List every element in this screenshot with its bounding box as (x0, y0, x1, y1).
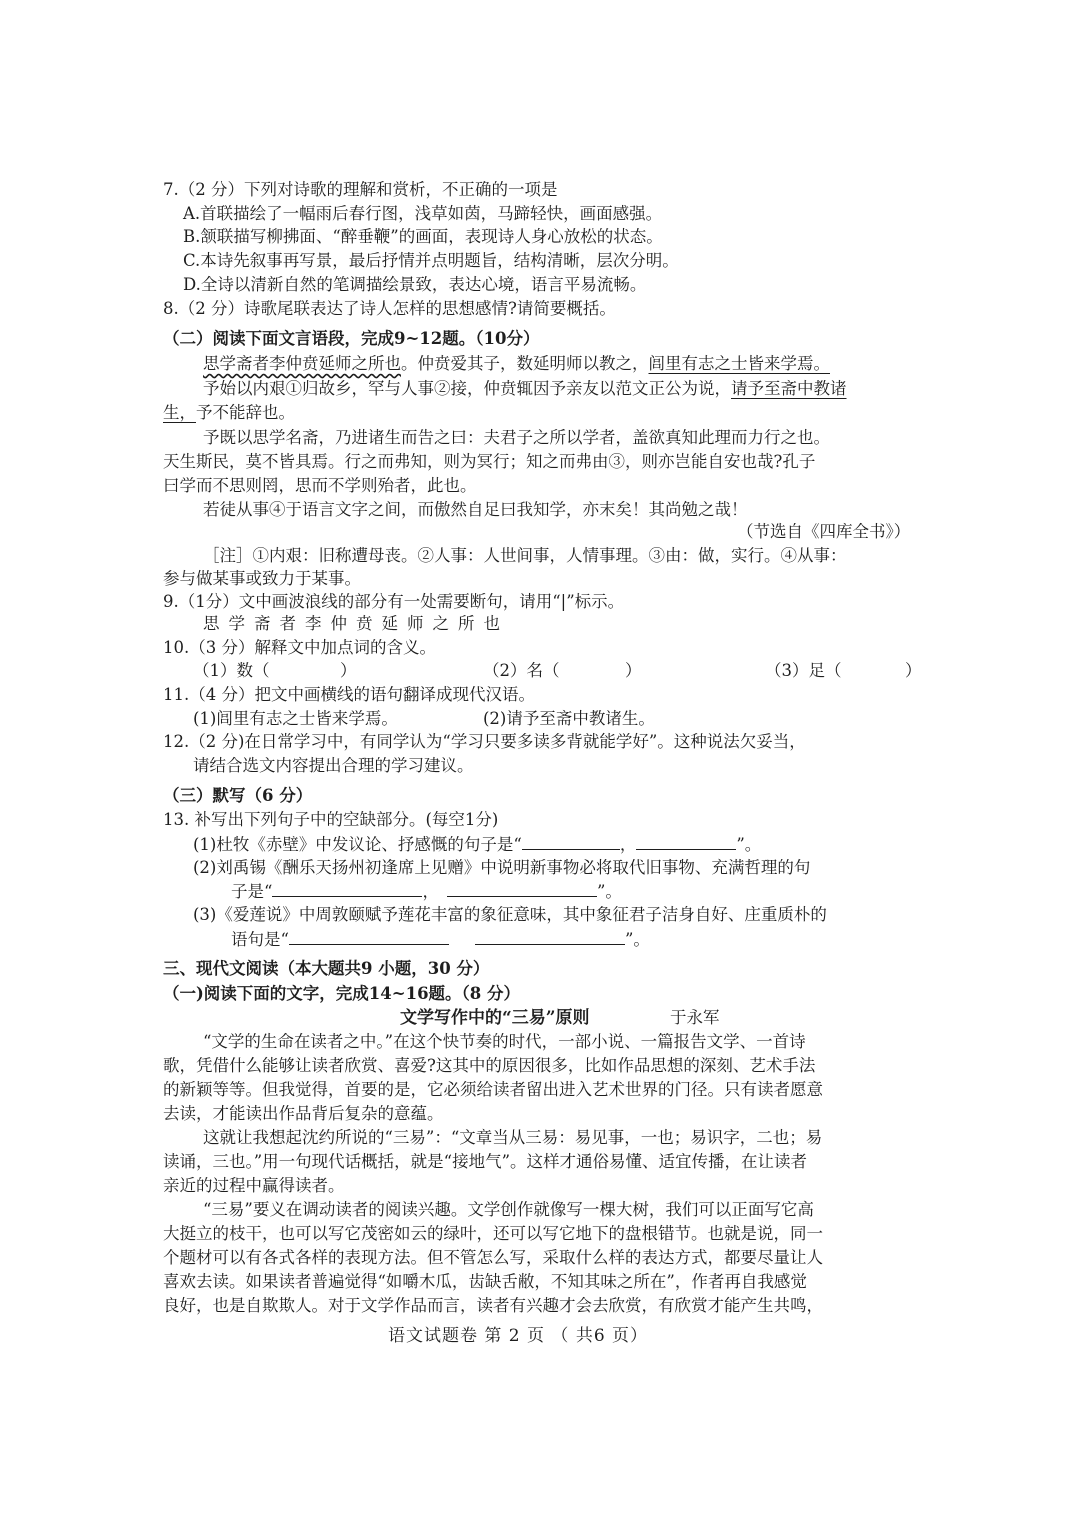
article-paragraph-1-line-2: 歌，凭借什么能够让读者欣赏、喜爱?这其中的原因很多，比如作品思想的深刻、艺术手法 (163, 1056, 816, 1075)
question-7-option-d: D.全诗以清新自然的笔调描绘景致，表达心境，语言平易流畅。 (183, 275, 647, 294)
answer-blank[interactable] (522, 833, 620, 850)
article-author: 于永军 (670, 1008, 720, 1027)
question-12-line-1: 12.（2 分)在日常学习中，有同学认为“学习只要多读多背就能学好”。这种说法欠妥当， (163, 732, 806, 751)
wavy-underlined-phrase: 思学斋者李仲贲延师之所也 (203, 354, 401, 373)
question-13-item-3-line-1: (3)《爱莲说》中周敦颐赋予莲花丰富的象征意味，其中象征君子洁身自好、庄重质朴的 (193, 905, 827, 924)
question-7-option-a: A.首联描绘了一幅雨后春行图，浅草如茵，马蹄轻快，画面感强。 (183, 204, 663, 223)
answer-blank[interactable] (475, 928, 625, 945)
question-10-item-2-close: ） (625, 661, 642, 680)
question-10-item-3: （3）足（ (765, 661, 842, 680)
question-10-item-3-close: ） (905, 661, 922, 680)
classical-paragraph-3-line-2: 天生斯民，莫不皆具焉。行之而弗知，则为冥行；知之而弗由③，则亦岂能自安也哉?孔子 (163, 452, 816, 471)
question-7-option-c: C.本诗先叙事再写景，最后抒情并点明题旨，结构清晰，层次分明。 (183, 251, 679, 270)
question-11-item-1: (1)闾里有志之士皆来学焉。 (193, 709, 398, 728)
question-13-item-1: (1)杜牧《赤壁》中发议论、抒感慨的句子是“ ， ”。 (193, 835, 762, 854)
notes-line-2: 参与做某事或致力于某事。 (163, 569, 361, 588)
question-9-text: 思学斋者李仲贲延师之所也 (203, 614, 509, 633)
underlined-sentence-2: 请予至斋中教诸 (731, 379, 847, 398)
article-paragraph-3-line-1: “三易”要义在调动读者的阅读兴趣。文学创作就像写一棵大树，我们可以正面写它高 (203, 1200, 814, 1219)
page-footer: 语文试题卷 第 2 页 （ 共6 页） (388, 1326, 649, 1346)
article-paragraph-2-line-1: 这就让我想起沈约所说的“三易”：“文章当从三易：易见事，一也；易识字，二也；易 (203, 1128, 823, 1147)
classical-paragraph-3-line-1: 予既以思学名斋，乃进诸生而告之曰：夫君子之所以学者，盖欲真知此理而力行之也。 (203, 428, 830, 447)
classical-paragraph-1: 思学斋者李仲贲延师之所也。仲贲爱其子，数延明师以教之，闾里有志之士皆来学焉。 (203, 354, 830, 373)
question-10-item-2: （2）名（ (483, 661, 560, 680)
question-10-item-1: （1）数（ (193, 661, 270, 680)
article-paragraph-2-line-3: 亲近的过程中赢得读者。 (163, 1176, 345, 1195)
section-2-heading: （二）阅读下面文言语段，完成9~12题。（10分） (163, 329, 540, 348)
part-3-heading: 三、现代文阅读（本大题共9 小题，30 分） (163, 959, 490, 978)
part-3-subheading: （一)阅读下面的文字，完成14~16题。（8 分） (163, 984, 521, 1003)
question-12-line-2: 请结合选文内容提出合理的学习建议。 (193, 756, 474, 775)
classical-paragraph-3-line-3: 曰学而不思则罔，思而不学则殆者，此也。 (163, 476, 477, 495)
answer-blank[interactable] (272, 880, 422, 897)
section-3-heading: （三）默写（6 分） (163, 786, 313, 805)
source-citation: （节选自《四库全书》） (737, 522, 911, 541)
article-paragraph-1-line-3: 的新颖等等。但我觉得，首要的是，它必须给读者留出进入艺术世界的门径。只有读者愿意 (163, 1080, 823, 1099)
article-paragraph-3-line-3: 个题材可以有各式各样的表现方法。但不管怎么写，采取什么样的表达方式，都要尽量让人 (163, 1248, 823, 1267)
article-paragraph-2-line-2: 读诵，三也。”用一句现代话概括，就是“接地气”。这样才通俗易懂、适宜传播，在让读者 (163, 1152, 808, 1171)
question-9: 9.（1分）文中画波浪线的部分有一处需要断句，请用“|”标示。 (163, 592, 625, 611)
article-paragraph-3-line-4: 喜欢去读。如果读者普遍觉得“如嚼木瓜，齿缺舌敝，不知其味之所在”，作者再自我感觉 (163, 1272, 807, 1291)
article-paragraph-1-line-4: 去读，才能读出作品背后复杂的意蕴。 (163, 1104, 444, 1123)
article-paragraph-3-line-2: 大挺立的枝干，也可以写它茂密如云的绿叶，还可以写它地下的盘根错节。也就是说，同一 (163, 1224, 823, 1243)
question-11: 11.（4 分）把文中画横线的语句翻译成现代汉语。 (163, 685, 535, 704)
answer-blank[interactable] (289, 928, 449, 945)
article-paragraph-3-line-5: 良好，也是自欺欺人。对于文学作品而言，读者有兴趣才会去欣赏，有欣赏才能产生共鸣， (163, 1296, 823, 1315)
question-13: 13. 补写出下列句子中的空缺部分。(每空1分) (163, 810, 499, 829)
article-title: 文学写作中的“三易”原则 (400, 1008, 590, 1028)
question-13-item-3-line-2: 语句是“ ”。 (231, 930, 650, 949)
underlined-sentence-1: 闾里有志之士皆来学焉。 (648, 354, 830, 373)
question-7-stem: 7.（2 分）下列对诗歌的理解和赏析，不正确的一项是 (163, 180, 558, 199)
classical-paragraph-2-cont: 生，予不能辞也。 (163, 403, 295, 422)
question-11-item-2: (2)请予至斋中教诸生。 (483, 709, 655, 728)
answer-blank[interactable] (447, 880, 597, 897)
notes-line-1: ［注］①内艰：旧称遭母丧。②人事：人世间事，人情事理。③由：做，实行。④从事： (203, 546, 847, 565)
article-paragraph-1-line-1: “文学的生命在读者之中。”在这个快节奏的时代，一部小说、一篇报告文学、一首诗 (203, 1032, 806, 1051)
question-10-item-1-close: ） (340, 661, 357, 680)
classical-paragraph-4: 若徒从事④于语言文字之间，而傲然自足曰我知学，亦末矣！其尚勉之哉！ (203, 500, 748, 519)
question-13-item-2-line-1: (2)刘禹锡《酬乐天扬州初逢席上见赠》中说明新事物必将取代旧事物、充满哲理的句 (193, 858, 811, 877)
question-8: 8.（2 分）诗歌尾联表达了诗人怎样的思想感情?请简要概括。 (163, 299, 616, 318)
question-13-item-2-line-2: 子是“ ， ”。 (231, 882, 622, 901)
question-10: 10.（3 分）解释文中加点词的含义。 (163, 638, 436, 657)
classical-paragraph-2: 予始以内艰①归故乡，罕与人事②接，仲贲辄因予亲友以范文正公为说，请予至斋中教诸 (203, 379, 847, 398)
question-7-option-b: B.颔联描写柳拂面、“醉垂鞭”的画面，表现诗人身心放松的状态。 (183, 227, 663, 246)
answer-blank[interactable] (636, 833, 736, 850)
